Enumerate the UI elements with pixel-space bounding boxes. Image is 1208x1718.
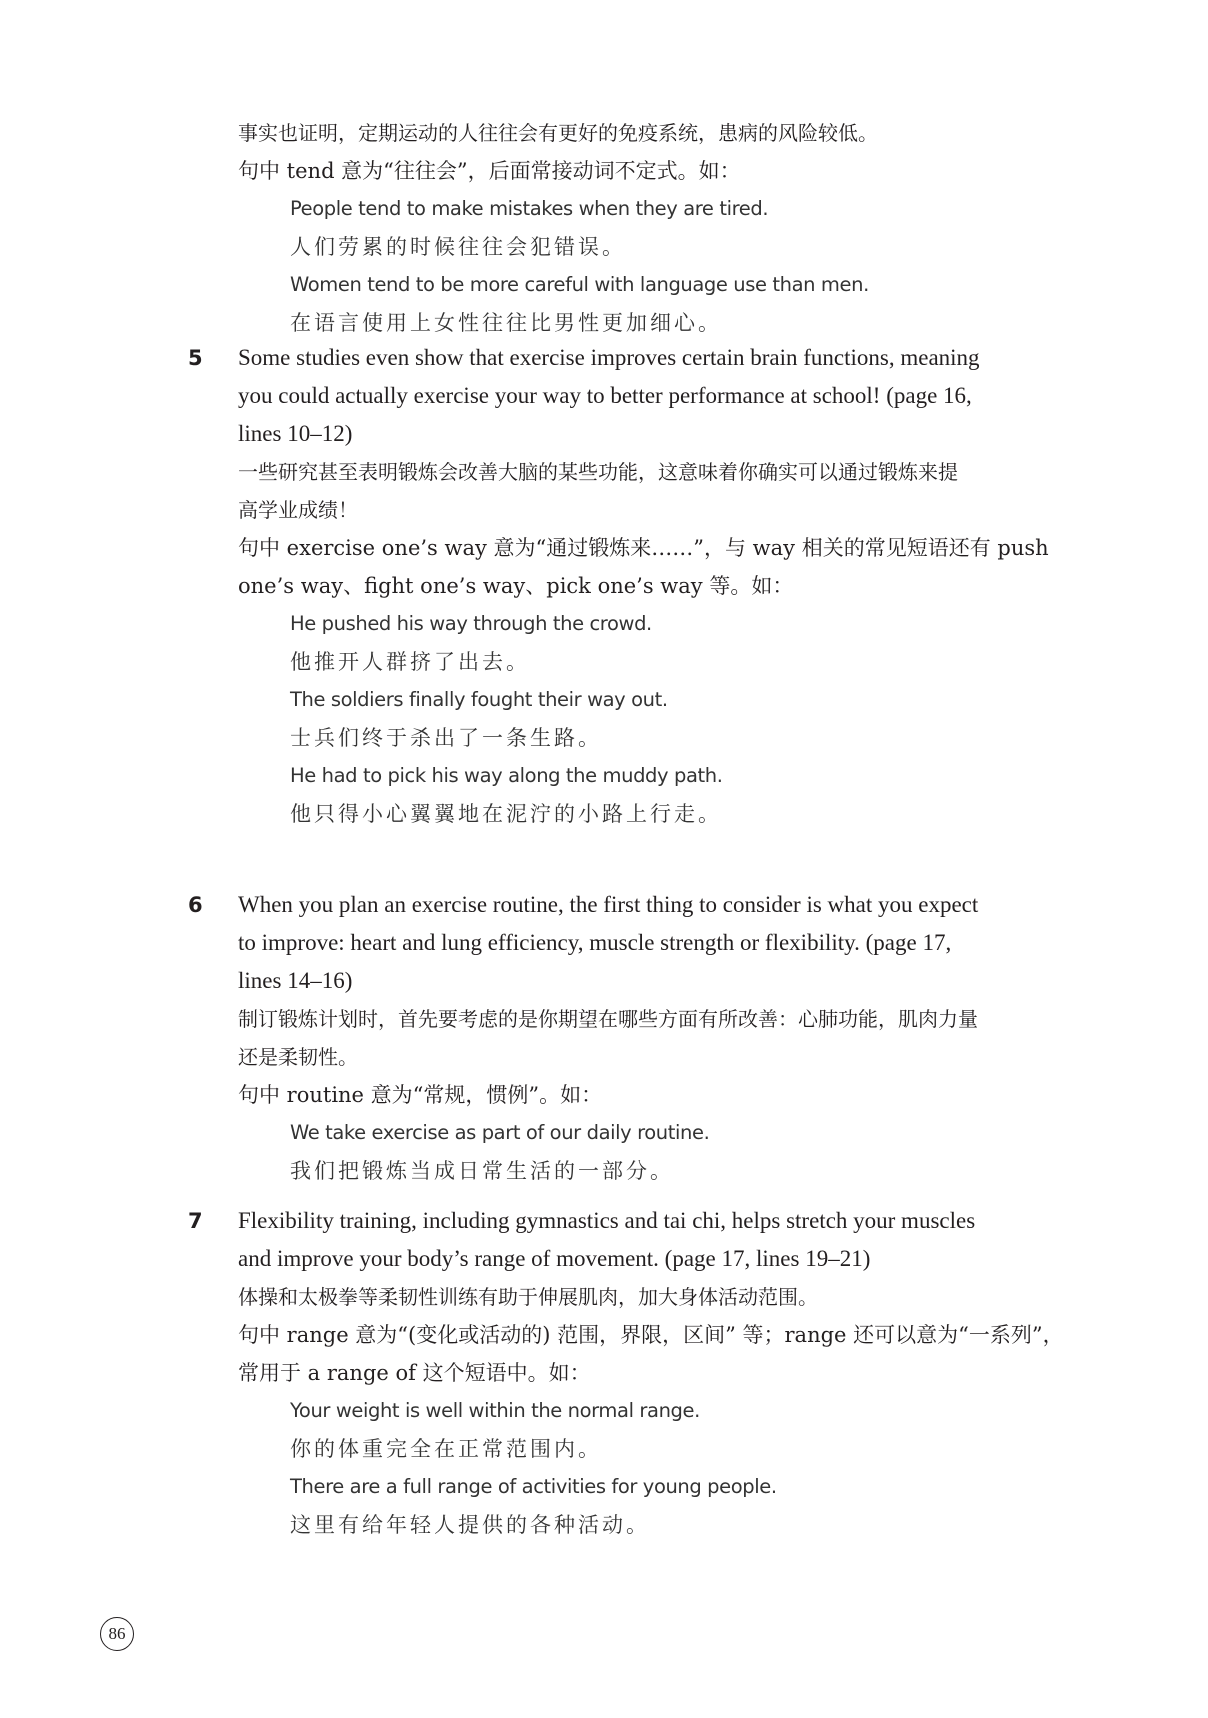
example-sentence: People tend to make mistakes when they are tired. — [290, 197, 769, 220]
usage-note: 句中 routine 意为“常规，惯例”。如： — [238, 1083, 603, 1107]
example-translation: 他只得小心翼翼地在泥泞的小路上行走。 — [290, 802, 722, 826]
translation: 高学业成绩！ — [238, 498, 358, 522]
item-number: 5 — [188, 346, 203, 370]
example-sentence: There are a full range of activities for young people. — [290, 1475, 777, 1498]
example-sentence: Your weight is well within the normal range. — [290, 1399, 700, 1422]
example-translation: 人们劳累的时候往往会犯错误。 — [290, 235, 626, 259]
translation: 体操和太极拳等柔韧性训练有助于伸展肌肉，加大身体活动范围。 — [238, 1285, 818, 1309]
item-6-block — [238, 886, 1048, 1190]
example-sentence: He had to pick his way along the muddy path. — [290, 764, 723, 787]
usage-note: one’s way、fight one’s way、pick one’s way 等。如： — [238, 574, 794, 598]
page-number: 86 — [100, 1617, 134, 1651]
example-translation: 这里有给年轻人提供的各种活动。 — [290, 1513, 650, 1537]
source-sentence: you could actually exercise your way to better performance at school! (page 16, — [238, 383, 972, 408]
example-translation: 我们把锻炼当成日常生活的一部分。 — [290, 1159, 674, 1183]
example-sentence: We take exercise as part of our daily routine. — [290, 1121, 710, 1144]
example-sentence: The soldiers finally fought their way out. — [290, 688, 668, 711]
source-sentence: to improve: heart and lung efficiency, muscle strength or flexibility. (page 17, — [238, 930, 952, 955]
example-translation: 他推开人群挤了出去。 — [290, 650, 530, 674]
item-number: 7 — [188, 1209, 203, 1233]
intro-translation: 事实也证明，定期运动的人往往会有更好的免疫系统，患病的风险较低。 — [238, 121, 878, 145]
source-sentence: When you plan an exercise routine, the first thing to consider is what you expect — [238, 892, 979, 917]
source-sentence: and improve your body’s range of movement. (page 17, lines 19–21) — [238, 1246, 871, 1271]
example-sentence: Women tend to be more careful with language use than men. — [290, 273, 869, 296]
usage-note: 常用于 a range of 这个短语中。如： — [238, 1361, 591, 1385]
example-sentence: He pushed his way through the crowd. — [290, 612, 652, 635]
intro-block — [238, 114, 1048, 342]
source-sentence: Some studies even show that exercise improves certain brain functions, meaning — [238, 345, 980, 370]
usage-note: 句中 range 意为“(变化或活动的) 范围，界限，区间” 等；range 还可以意为“一系列”， — [238, 1323, 1064, 1347]
translation: 还是柔韧性。 — [238, 1045, 358, 1069]
example-translation: 在语言使用上女性往往比男性更加细心。 — [290, 311, 722, 335]
source-sentence: lines 14–16) — [238, 968, 353, 993]
item-5-block — [238, 339, 1048, 833]
example-translation: 士兵们终于杀出了一条生路。 — [290, 726, 602, 750]
translation: 一些研究甚至表明锻炼会改善大脑的某些功能，这意味着你确实可以通过锻炼来提 — [238, 460, 958, 484]
translation: 制订锻炼计划时，首先要考虑的是你期望在哪些方面有所改善：心肺功能，肌肉力量 — [238, 1007, 978, 1031]
example-translation: 你的体重完全在正常范围内。 — [290, 1437, 602, 1461]
usage-note: 句中 exercise one’s way 意为“通过锻炼来……”，与 way 相关的常见短语还有 push — [238, 536, 1049, 560]
intro-note: 句中 tend 意为“往往会”，后面常接动词不定式。如： — [238, 159, 741, 183]
source-sentence: lines 10–12) — [238, 421, 353, 446]
item-7-block — [238, 1202, 1064, 1544]
source-sentence: Flexibility training, including gymnastics and tai chi, helps stretch your muscles — [238, 1208, 976, 1233]
item-number: 6 — [188, 893, 203, 917]
